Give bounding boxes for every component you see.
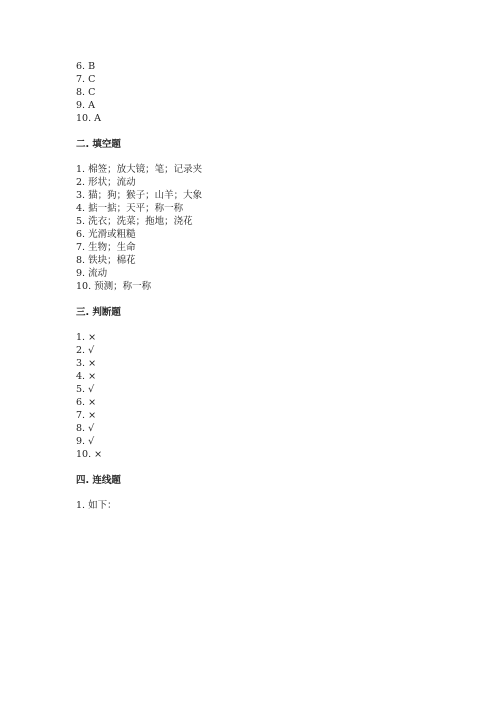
matching-section (76, 499, 456, 512)
answer-line: 3. × (76, 358, 97, 369)
answer-line: 6. B (76, 61, 96, 72)
answer-key-page (76, 60, 456, 512)
answer-line: 7. C (76, 74, 96, 85)
answer-line: 8. √ (76, 423, 95, 434)
true-false-section (76, 331, 456, 461)
answer-line: 2. √ (76, 345, 95, 356)
answer-line: 9. A (76, 100, 95, 111)
answer-line: 7. 生物；生命 (76, 242, 136, 253)
answer-line: 8. C (76, 87, 96, 98)
fill-blank-section (76, 163, 456, 293)
answer-line: 1. 如下： (76, 500, 117, 511)
answer-line: 8. 铁块；棉花 (76, 255, 136, 266)
answer-line: 5. 洗衣；洗菜；拖地；浇花 (76, 216, 193, 227)
answer-line: 6. 光滑或粗糙 (76, 229, 136, 240)
answer-line: 10. A (76, 113, 101, 124)
answer-line: 10. 预测；称一称 (76, 281, 152, 292)
answer-line: 2. 形状；流动 (76, 177, 136, 188)
answer-line: 6. × (76, 397, 97, 408)
answer-line: 9. √ (76, 436, 95, 447)
answer-line: 10. × (76, 449, 103, 460)
answer-line: 9. 流动 (76, 268, 108, 279)
answer-line: 7. × (76, 410, 97, 421)
answer-line: 4. × (76, 371, 97, 382)
answer-line: 5. √ (76, 384, 95, 395)
true-false-heading: 三. 判断题 (76, 307, 121, 318)
fill-blank-heading: 二. 填空题 (76, 139, 121, 150)
answer-line: 4. 掂一掂；天平；称一称 (76, 203, 184, 214)
choice-answers-section (76, 60, 456, 125)
answer-line: 1. 棉签；放大镜；笔；记录夹 (76, 164, 203, 175)
answer-line: 3. 猫；狗；猴子；山羊；大象 (76, 190, 203, 201)
matching-heading: 四. 连线题 (76, 475, 121, 486)
answer-line: 1. × (76, 332, 97, 343)
